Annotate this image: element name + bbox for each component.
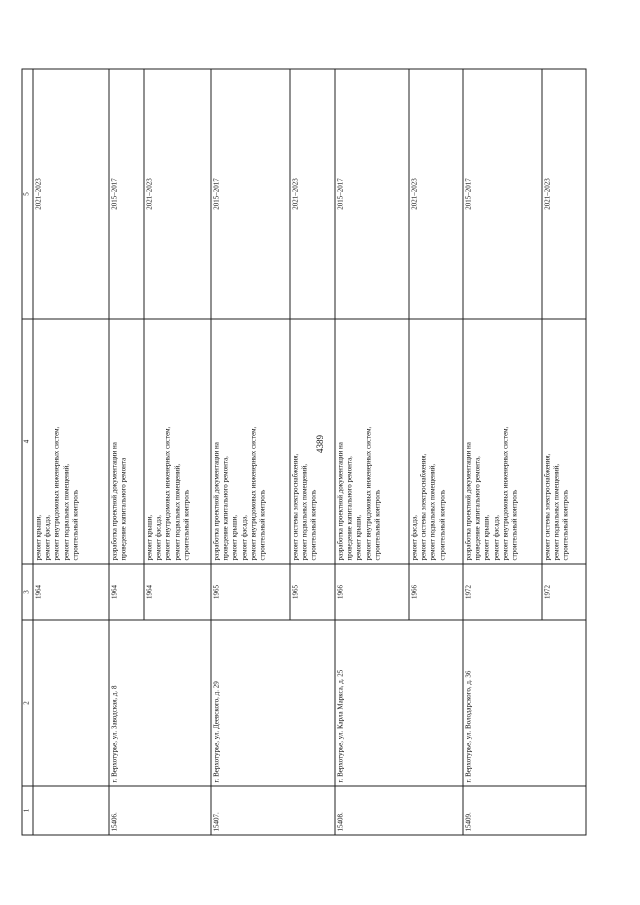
construction-year: 1966 bbox=[335, 564, 409, 620]
construction-year: 1972 bbox=[542, 564, 586, 620]
work-item: разработка проектной документации на bbox=[336, 442, 345, 561]
work-item: ремонт фасада, bbox=[43, 515, 52, 561]
work-item: ремонт внутридомовых инженерных систем, bbox=[52, 426, 61, 561]
work-item: ремонт внутридомовых инженерных систем, bbox=[364, 426, 373, 561]
works-list bbox=[409, 319, 463, 564]
column-number-1: 1 bbox=[22, 786, 33, 835]
column-number-3: 3 bbox=[22, 564, 33, 620]
address: г. Верхотурье, ул. Володарского, д. 36 bbox=[463, 620, 542, 786]
work-item: проведение капитального ремонта, bbox=[345, 456, 354, 561]
column-number-5: 5 bbox=[22, 69, 33, 319]
works-list bbox=[463, 319, 542, 564]
work-item: ремонт подвальных помещений, bbox=[428, 463, 437, 561]
row-number: 15409. bbox=[463, 786, 542, 835]
repair-period: 2015–2017 bbox=[335, 69, 409, 319]
construction-year: 1964 bbox=[109, 564, 144, 620]
work-item: ремонт подвальных помещений, bbox=[300, 463, 309, 561]
repair-period: 2021–2023 bbox=[409, 69, 463, 319]
works-list bbox=[290, 319, 335, 564]
work-item: проведение капитального ремонта bbox=[119, 457, 128, 561]
row-number: 15407. bbox=[211, 786, 290, 835]
work-item: разработка проектной документации на bbox=[212, 442, 221, 561]
address bbox=[409, 620, 463, 786]
row-number: 15406. bbox=[109, 786, 144, 835]
work-item: строительный контроль bbox=[373, 489, 382, 561]
construction-year: 1964 bbox=[33, 564, 109, 620]
column-number-2: 2 bbox=[22, 620, 33, 786]
repair-period: 2015–2017 bbox=[463, 69, 542, 319]
row-number: 15408. bbox=[335, 786, 409, 835]
page-number: 4389 bbox=[315, 435, 325, 453]
address bbox=[542, 620, 586, 786]
work-item: ремонт фасада, bbox=[410, 515, 419, 561]
construction-year: 1966 bbox=[409, 564, 463, 620]
construction-year: 1972 bbox=[463, 564, 542, 620]
work-item: ремонт крыши, bbox=[145, 514, 154, 561]
construction-year: 1964 bbox=[144, 564, 211, 620]
work-item: ремонт системы электроснабжения, bbox=[291, 453, 300, 561]
work-item: ремонт фасада, bbox=[492, 515, 501, 561]
repair-period: 2015–2017 bbox=[109, 69, 144, 319]
table-row bbox=[211, 69, 290, 835]
work-item: строительный контроль bbox=[71, 489, 80, 561]
work-item: строительный контроль bbox=[258, 489, 267, 561]
work-item: разработка проектной документации на bbox=[110, 442, 119, 561]
row-number bbox=[144, 786, 211, 835]
work-item: ремонт внутридомовых инженерных систем, bbox=[163, 426, 172, 561]
work-item: ремонт внутридомовых инженерных систем, bbox=[501, 426, 510, 561]
column-number-4: 4 bbox=[22, 319, 33, 564]
work-item: ремонт системы электроснабжения, bbox=[419, 453, 428, 561]
works-list bbox=[144, 319, 211, 564]
construction-year: 1965 bbox=[290, 564, 335, 620]
row-number bbox=[33, 786, 109, 835]
repair-period: 2015–2017 bbox=[211, 69, 290, 319]
work-item: разработка проектной документации на bbox=[464, 442, 473, 561]
works-list bbox=[335, 319, 409, 564]
row-number bbox=[290, 786, 335, 835]
work-item: ремонт фасада, bbox=[240, 515, 249, 561]
work-item: ремонт подвальных помещений, bbox=[173, 463, 182, 561]
table-row bbox=[144, 69, 211, 835]
work-item: строительный контроль bbox=[438, 489, 447, 561]
work-item: строительный контроль bbox=[182, 489, 191, 561]
work-item: ремонт крыши, bbox=[230, 514, 239, 561]
repair-period: 2021–2023 bbox=[542, 69, 586, 319]
work-item: ремонт подвальных помещений, bbox=[552, 463, 561, 561]
address bbox=[33, 620, 109, 786]
address: г. Верхотурье, ул. Заводская, д. 8 bbox=[109, 620, 144, 786]
table-row bbox=[290, 69, 335, 835]
table-row bbox=[33, 69, 109, 835]
work-item: ремонт крыши, bbox=[34, 514, 43, 561]
column-number-row bbox=[22, 69, 33, 835]
work-item: строительный контроль bbox=[561, 489, 570, 561]
address: г. Верхотурье, ул. Деевского, д. 29 bbox=[211, 620, 290, 786]
works-list bbox=[211, 319, 290, 564]
work-item: проведение капитального ремонта, bbox=[473, 456, 482, 561]
construction-year: 1965 bbox=[211, 564, 290, 620]
table-row bbox=[542, 69, 586, 835]
address bbox=[290, 620, 335, 786]
works-list bbox=[542, 319, 586, 564]
repair-period: 2021–2023 bbox=[144, 69, 211, 319]
repair-period: 2021–2023 bbox=[33, 69, 109, 319]
work-item: проведение капитального ремонта, bbox=[221, 456, 230, 561]
work-item: ремонт подвальных помещений, bbox=[62, 463, 71, 561]
work-item: ремонт фасада, bbox=[154, 515, 163, 561]
work-item: ремонт крыши, bbox=[354, 514, 363, 561]
address bbox=[144, 620, 211, 786]
works-list bbox=[109, 319, 144, 564]
table-row bbox=[109, 69, 144, 835]
row-number bbox=[542, 786, 586, 835]
repair-period: 2021–2023 bbox=[290, 69, 335, 319]
repair-schedule-table bbox=[22, 69, 587, 836]
work-item: строительный контроль bbox=[510, 489, 519, 561]
work-item: ремонт крыши, bbox=[482, 514, 491, 561]
address: г. Верхотурье, ул. Карла Маркса, д. 25 bbox=[335, 620, 409, 786]
works-list bbox=[33, 319, 109, 564]
row-number bbox=[409, 786, 463, 835]
table-row bbox=[463, 69, 542, 835]
table-row bbox=[335, 69, 409, 835]
repair-schedule-table-wrapper bbox=[22, 70, 570, 836]
table-row bbox=[409, 69, 463, 835]
work-item: ремонт внутридомовых инженерных систем, bbox=[249, 426, 258, 561]
work-item: строительный контроль bbox=[309, 489, 318, 561]
work-item: ремонт системы электроснабжения, bbox=[543, 453, 552, 561]
table-body bbox=[22, 69, 586, 835]
